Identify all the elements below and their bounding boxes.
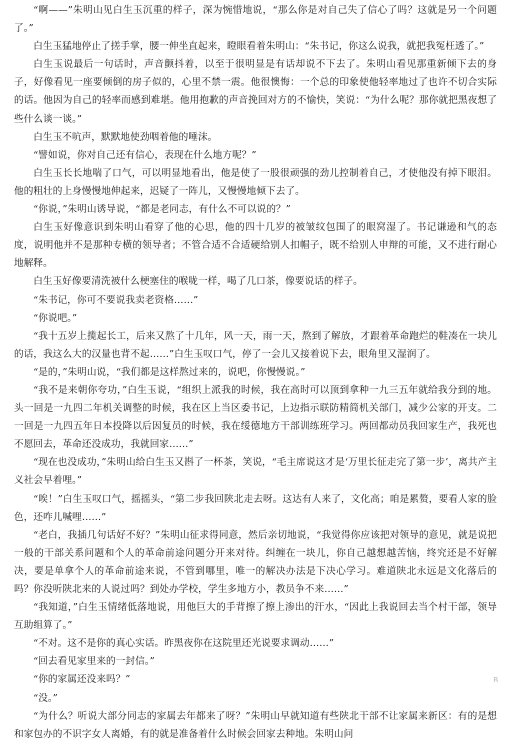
paragraph: “老白，我插几句话好不好？”朱明山征求得同意，然后亲切地说，“我觉得你应该把对领导的意见，就是说把一般的干部关系问题和个人的革命前途问题分开来对待。纠缠在一块儿，你自己越想越苦恼，终究还是不好解决，要是单拿个人的革命前途来说，不管到哪里，唯一的解决办法是下决心学习。难道陕北永远是文化落后的吗？你没听陕北来的人说过吗？到处办学校，学生多地方小，教员争不来……” [14,529,497,595]
paragraph: “我不是来朝你夸功，”白生玉说，“组织上派我的时候，我在高时可以顶到拿种一九三五年就给我分到的地。头一回是一九四二年机关调整的时候，我在区上当区委书记，上边指示联防精简机关部门，减少公家的开支。二一回是一九四五年日本投降以后因复员的时候，我在绥德地方干部训练班学习。两回都动员我回家生产，我死也不愿回去，革命还没成功，我就回家……” [14,384,497,451]
paragraph: 白生玉不吭声，默默地使劲咽着他的唾沫。 [33,131,218,143]
paragraph: “朱书记，你可不要说我卖老资格……” [33,294,199,306]
paragraph: “你说吧。” [33,312,78,324]
paragraph: 白生玉说最后一句话时，声音颤抖着，以至于很明显是有话却说不下去了。朱明山看见那重新倾下去的身子，好像看见一座要倾倒的房子似的，心里不禁一震。他很懊悔：一个总的印象使他轻率地过了也许不切合实际的话。他因为自己的轻率而感到难堪。他用抱歉的声音挽回对方的不愉快，笑说：“为什么呢？那你就把黑夜想了些什么谈一谈。” [14,59,497,125]
paragraph: “你说，”朱明山诱导说，“都是老同志，有什么不可以说的？” [33,204,291,216]
paragraph: “为什么？听说大部分同志的家属去年都来了呀？”朱明山早就知道有些陕北干部不让家属来新区：有的是想和家包办的不识字女人离婚，有的就是准备着什么时候会回家去种地。朱明山问 [14,710,497,740]
paragraph: “我十五岁上揽起长工，后来又熬了十几年，风一天，雨一天，熬到了解放，才跟着革命跑烂的鞋凑在一块儿的话，我这么大的汉量也背不起……”白生玉叹口气，停了一会儿又接着说下去，眼角里又湿润了。 [14,330,497,360]
paragraph: “你的家属还没来吗？” [33,674,131,686]
paragraph: 白生玉猛地停止了搓手掌，腰一伸坐直起来，瞪眼看着朱明山：“朱书记，你这么说我，就把我冤枉透了。” [33,41,485,53]
paragraph: “不对。这不是你的真心实话。昨黑夜你在这院里还光说要求调动……” [33,638,335,650]
paragraph: “现在也没成功，”朱明山给白生玉又斟了一杯茶，笑说，“毛主席说这才是‘万里长征走完了第一步’，离共产主义社会早着哩。” [14,457,497,487]
paragraph: “唉！”白生玉叹口气，摇摇头，“第二步我回陕北走去呀。这达有人来了，文化高；咱是累赘，要看人家的脸色，还咋儿喊哩……” [14,493,497,523]
paragraph: “是的，”朱明山说，“我们都是这样熬过来的，说吧，你慢慢说。” [33,366,306,378]
paragraph: 白生玉长长地喘了口气，可以明显地看出，他是使了一股很顽强的劲儿控制着自己，才使他没有掉下眼泪。他的粗壮的上身慢慢地伸起来，迟疑了一阵儿，又慢慢地倾下去了。 [14,167,497,197]
paragraph: “没。” [33,692,58,704]
paragraph: “譬如说，你对自己还有信心，表现在什么地方呢？” [33,149,257,161]
paragraph: 白生玉好像意识到朱明山看穿了他的心思，他的四十几岁的被皱纹包围了的眼窝湿了。书记谦逊和气的态度，说明他并不是那种专横的领导者；不管合适不合适硬给别人扣帽子，既不给别人申辩的可能，又不进行耐心地解释。 [14,222,497,270]
watermark: ʀ [493,675,499,685]
paragraph: “我知道，”白生玉情绪低落地说，用他巨大的手背擦了擦上渗出的汗水，“因此上我说回去当个村干部，领导互助组算了。” [14,602,497,632]
paragraph: 白生玉好像要清洗被什么梗塞住的喉咙一样，喝了几口茶，像要说话的样子。 [33,276,363,288]
paragraph: “啊——”朱明山见白生玉沉重的样子，深为惋惜地说，“那么你是对自己失了信心了吗？这就是另一个问题了。” [14,5,497,35]
paragraph: “回去看见家里来的一封信。” [33,656,155,668]
